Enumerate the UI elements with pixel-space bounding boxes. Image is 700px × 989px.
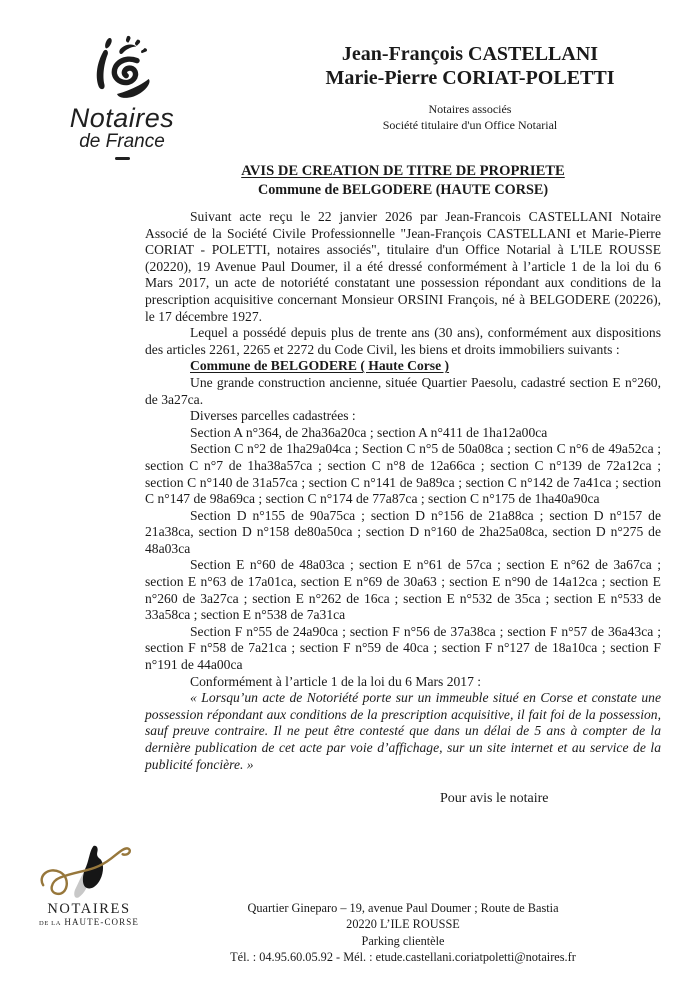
logo-underline-dash: [115, 157, 130, 160]
address-line-street: Quartier Gineparo – 19, avenue Paul Doumer ; Route de Bastia: [247, 901, 559, 915]
paragraph-section-d: Section D n°155 de 90a75ca ; section D n°156 de 21a88ca ; section D n°157 de 21a38ca, section D n°158 de80a50ca ; section D n°160 de 2ha25a08ca, section D n°275 de 48a03ca: [145, 507, 661, 556]
paragraph-section-f: Section F n°55 de 24a90ca ; section F n°56 de 37a38ca ; section F n°57 de 36a43ca ; section F n°58 de 7a21ca ; section F n°59 de 40ca ; section F n°127 de 18a10ca ; section F n°191 de 44a00ca: [145, 623, 661, 673]
haute-corse-wordmark-region: HAUTE-CORSE: [64, 917, 139, 927]
paragraph-section-a: Section A n°364, de 2ha36a20ca ; section A n°411 de 1ha12a00ca: [190, 424, 548, 440]
notaires-de-france-wordmark-sub: de France: [79, 131, 165, 152]
notice-title: AVIS DE CREATION DE TITRE DE PROPRIETE: [241, 163, 565, 179]
paragraph-section-e: Section E n°60 de 48a03ca ; section E n°61 de 57ca ; section E n°62 de 3a67ca ; section E n°63 de 17a01ca, section E n°69 de 30a63 ; section E n°90 de 14a12ca ; section E n°260 de 3a27ca ; section E n°262 de 16ca ; section E n°532 de 35ca ; section E n°533 de 33a58ca ; section E n°538 de 7a31ca: [145, 557, 661, 623]
paragraph-section-c: Section C n°2 de 1ha29a04ca ; Section C n°5 de 50a08ca ; section C n°6 de 49a52ca ; section C n°7 de 1ha38a57ca ; section C n°8 de 12a66ca ; section C n°139 de 72a12ca ; section C n°140 de 31a57ca ; section C n°141 de 9a89ca ; section C n°142 de 7a41ca ; section C n°147 de 98a69ca ; section C n°174 de 77a87ca ; section C n°175 de 1ha40a90ca: [145, 441, 661, 507]
notaires-de-france-mark-icon: [50, 34, 194, 104]
footer-address: [145, 900, 661, 965]
notaires-de-france-logo: [50, 34, 194, 160]
paragraph-intro: Suivant acte reçu le 22 janvier 2026 par Jean-Francois CASTELLANI Notaire Associé de la Société Civile Professionnelle "Jean-François CASTELLANI et Marie-Pierre CORIAT - POLETTI, notaires associés", titulaire d'un Office Notarial à L'ILE ROUSSE (20220), 19 Avenue Paul Doumer, il a été dressé conformément à l’article 1 de la loi du 6 Mars 2017, un acte de notoriété constatant une possession répondant aux conditions de la prescription acquisitive concernant Monsieur ORSINI François, né à BELGODERE (20226), le 17 décembre 1927.: [145, 209, 661, 324]
haute-corse-wordmark-sub: [28, 917, 150, 929]
paragraph-conformement: Conformément à l’article 1 de la loi du 6 Mars 2017 :: [190, 673, 482, 689]
address-line-parking: Parking clientèle: [361, 933, 445, 948]
paragraph-diverses: Diverses parcelles cadastrées :: [190, 408, 356, 424]
notaires-haute-corse-logo: [28, 844, 150, 929]
address-line-contact: Tél. : 04.95.60.05.92 - Mél. : etude.castellani.coriatpoletti@notaires.fr: [230, 949, 576, 964]
haute-corse-wordmark: NOTAIRES: [47, 901, 131, 917]
commune-heading-text: Commune de BELGODERE ( Haute Corse ): [190, 358, 450, 374]
notice-commune-title: Commune de BELGODERE (HAUTE CORSE): [257, 182, 549, 198]
header-names: [270, 42, 670, 133]
office-subtitle-2: Société titulaire d'un Office Notarial: [382, 117, 558, 132]
haute-corse-wordmark-prefix: DE LA: [39, 920, 61, 927]
signature-line: Pour avis le notaire: [440, 791, 549, 807]
office-subtitle-1: Notaires associés: [428, 102, 512, 116]
document-body: [145, 209, 661, 808]
notice-title-block: [145, 163, 661, 199]
paragraph-construction: Une grande construction ancienne, située Quartier Paesolu, cadastré section E n°260, de 3a27ca.: [145, 374, 661, 407]
notaires-haute-corse-mark-icon: [28, 844, 150, 902]
notary-name-1: Jean-François CASTELLANI: [341, 43, 599, 65]
paragraph-law-quote: « Lorsqu’un acte de Notoriété porte sur un immeuble situé en Corse et constate une possession répondant aux conditions de la prescription acquisitive, il fait foi de la possession, sauf preuve contraire. Il ne peut être contesté que dans un délai de 5 ans à compter de la dernière publication de cet acte par voie d’affichage, sur un site internet et au service de la publicité foncière. »: [145, 690, 661, 772]
commune-heading: [145, 358, 661, 375]
notaires-de-france-wordmark: Notaires: [69, 103, 175, 133]
paragraph-possession: Lequel a possédé depuis plus de trente ans (30 ans), conformément aux dispositions des articles 2261, 2265 et 2272 du Code Civil, les biens et droits immobiliers suivants :: [145, 325, 661, 357]
notary-name-2: Marie-Pierre CORIAT-POLETTI: [325, 67, 615, 89]
address-line-city: 20220 L’ILE ROUSSE: [346, 917, 460, 932]
